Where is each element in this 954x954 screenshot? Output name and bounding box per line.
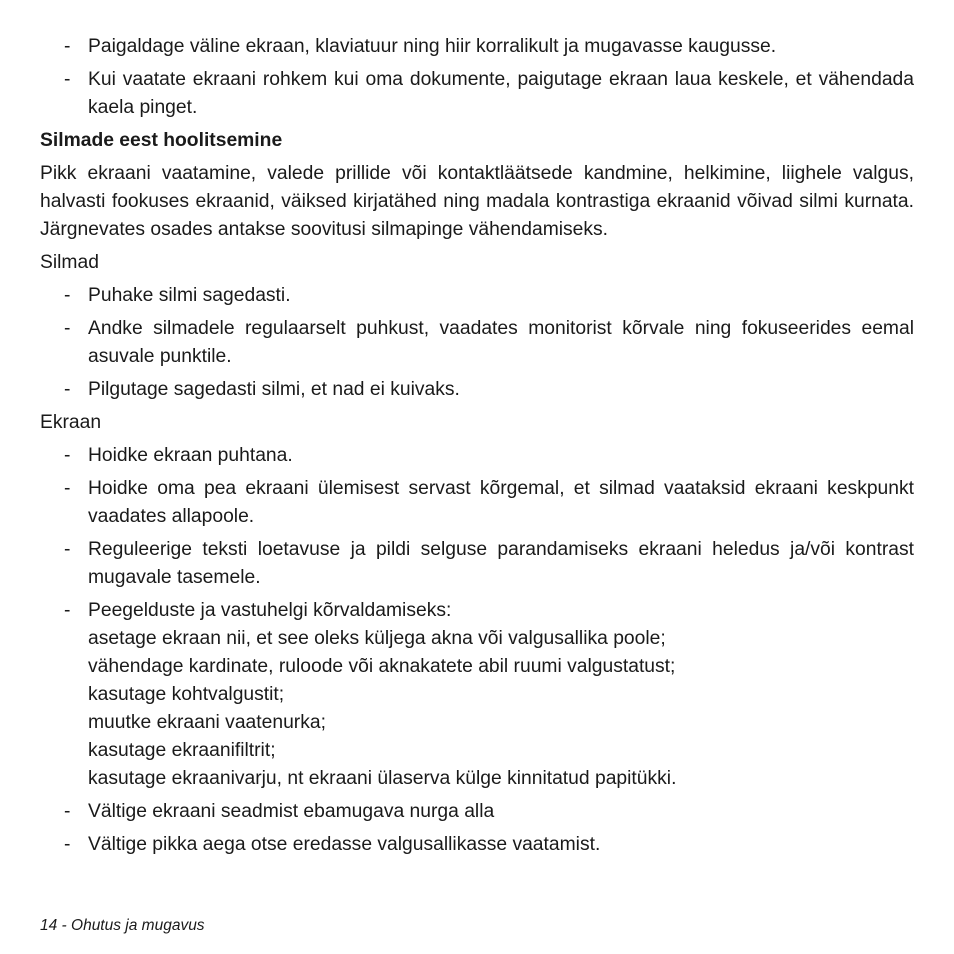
list-item: [40, 315, 914, 371]
list-item-text: Andke silmadele regulaarselt puhkust, vaadates monitorist kõrvale ning fokuseerides eemal asuvale punktile.: [88, 318, 914, 367]
list-item: [40, 475, 914, 531]
bullet-dash: -: [64, 36, 71, 57]
list-item: [40, 376, 914, 404]
glare-sub-item: asetage ekraan nii, et see oleks küljega akna või valgusallika poole;: [88, 628, 666, 649]
bullet-dash: -: [64, 834, 71, 855]
list-item-text: Hoidke oma pea ekraani ülemisest servast kõrgemal, et silmad vaataksid ekraani keskpunkt vaadates allapoole.: [88, 478, 914, 527]
list-item-text: Hoidke ekraan puhtana.: [88, 445, 293, 466]
list-item: [40, 798, 914, 826]
bullet-dash: -: [64, 801, 71, 822]
glare-sub-item: kasutage kohtvalgustit;: [88, 684, 285, 705]
glare-sub-item: vähendage kardinate, ruloode või aknakatete abil ruumi valgustatust;: [88, 656, 676, 677]
list-item-text: Kui vaatate ekraani rohkem kui oma dokumente, paigutage ekraan laua keskele, et vähendada kaela pinget.: [88, 69, 914, 118]
bullet-dash: -: [64, 445, 71, 466]
section-paragraph: Pikk ekraani vaatamine, valede prillide või kontaktläätsede kandmine, helkimine, liighele valgus, halvasti fookuses ekraanid, väiksed kirjatähed ning madala kontrastiga ekraanid võivad silmi kurnata. Järgnevates osades antakse soovitusi silmapinge vähendamiseks.: [40, 163, 914, 240]
list-item: [40, 282, 914, 310]
bullet-dash: -: [64, 478, 71, 499]
bullet-dash: -: [64, 379, 71, 400]
list-item-text: Reguleerige teksti loetavuse ja pildi selguse parandamiseks ekraani heledus ja/või kontrast mugavale tasemele.: [88, 539, 914, 588]
page-footer: 14 - Ohutus ja mugavus: [40, 917, 205, 934]
document-page: [40, 33, 914, 864]
eyes-label: Silmad: [40, 252, 99, 273]
list-item-text: Paigaldage väline ekraan, klaviatuur ning hiir korralikult ja mugavasse kaugusse.: [88, 36, 777, 57]
bullet-dash: -: [64, 600, 71, 621]
list-item: [40, 66, 914, 122]
section-heading: Silmade eest hoolitsemine: [40, 130, 283, 151]
bullet-dash: -: [64, 285, 71, 306]
list-item-text: Vältige ekraani seadmist ebamugava nurga alla: [88, 801, 495, 822]
list-item: [40, 33, 914, 61]
glare-sub-item: kasutage ekraanivarju, nt ekraani ülaserva külge kinnitatud papitükki.: [88, 768, 677, 789]
list-item-text: Vältige pikka aega otse eredasse valgusallikasse vaatamist.: [88, 834, 601, 855]
bullet-dash: -: [64, 539, 71, 560]
list-item: [40, 831, 914, 859]
list-item: [40, 536, 914, 592]
screen-label: Ekraan: [40, 412, 102, 433]
list-item: [40, 442, 914, 470]
glare-sub-item: kasutage ekraanifiltrit;: [88, 740, 276, 761]
list-item-text: Puhake silmi sagedasti.: [88, 285, 291, 306]
list-item-text: Pilgutage sagedasti silmi, et nad ei kuivaks.: [88, 379, 460, 400]
bullet-dash: -: [64, 69, 71, 90]
list-item-glare: [40, 597, 914, 793]
glare-intro: Peegelduste ja vastuhelgi kõrvaldamiseks:: [88, 600, 452, 621]
bullet-dash: -: [64, 318, 71, 339]
glare-sub-item: muutke ekraani vaatenurka;: [88, 712, 326, 733]
